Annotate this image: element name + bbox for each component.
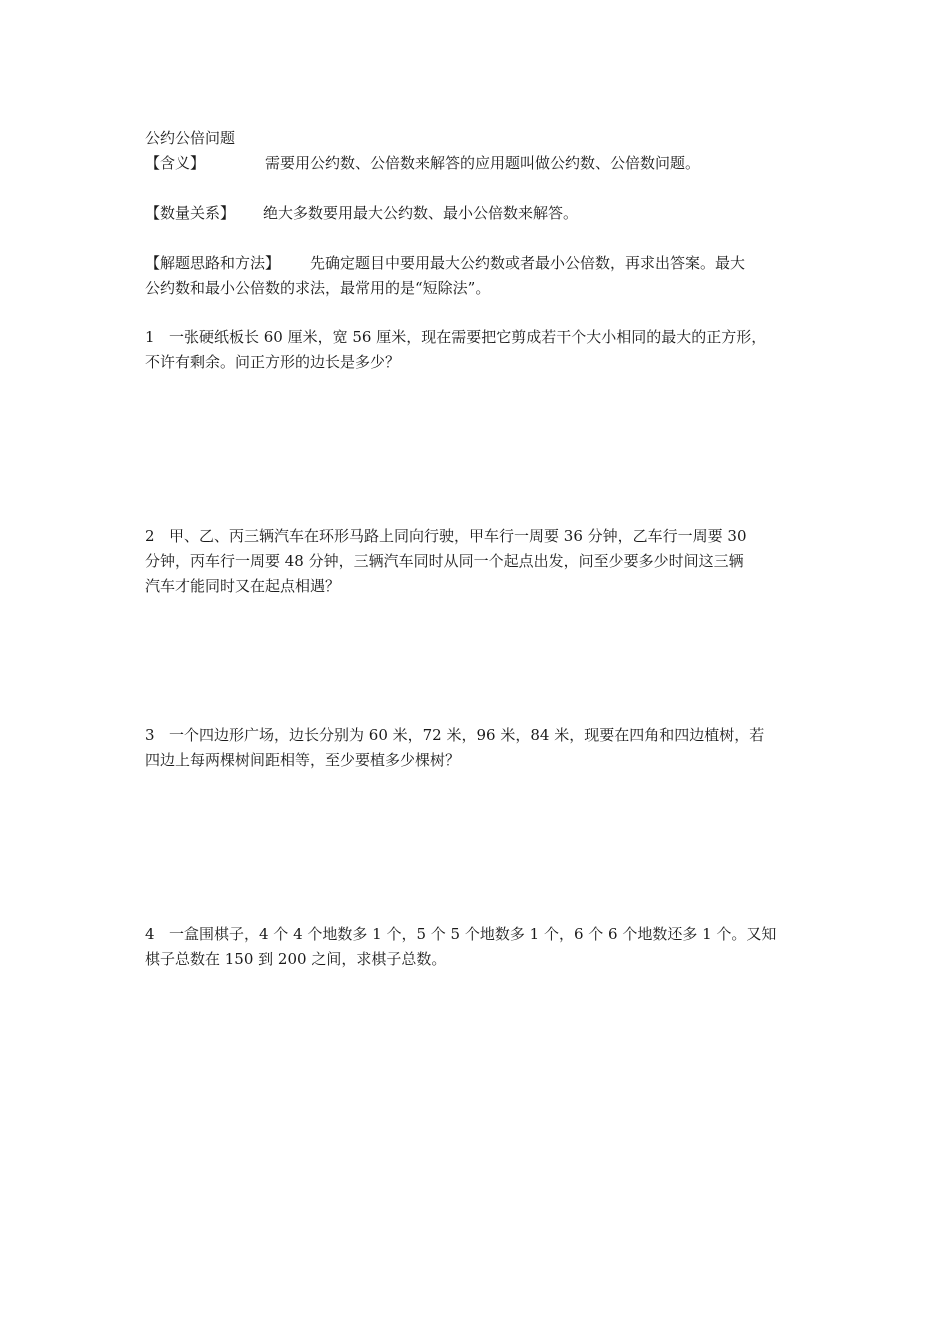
document-title: 公约公倍问题 — [145, 129, 236, 147]
method-text-line1: 先确定题目中要用最大公约数或者最小公倍数，再求出答案。最大 — [310, 254, 746, 272]
problem-text-line: 四边上每两棵树间距相等，至少要植多少棵树？ — [145, 751, 461, 769]
problem-number: 3 — [145, 726, 155, 744]
relation-text: 绝大多数要用最大公约数、最小公倍数来解答。 — [263, 204, 579, 222]
problem-number: 1 — [145, 328, 155, 346]
method-label: 【解题思路和方法】 — [145, 254, 281, 272]
problem-4 — [145, 924, 776, 944]
problem-text-line: 甲、乙、丙三辆汽车在环形马路上同向行驶，甲车行一周要 36 分钟，乙车行一周要 30 — [169, 527, 747, 545]
problem-text-line: 一张硬纸板长 60 厘米，宽 56 厘米，现在需要把它剪成若干个大小相同的最大的正方形， — [169, 328, 767, 346]
method-section — [145, 253, 745, 273]
problem-text-line: 一盒围棋子，4 个 4 个地数多 1 个，5 个 5 个地数多 1 个，6 个 6 个地数还多 1 个。又知 — [169, 925, 777, 943]
problem-text-line: 一个四边形广场，边长分别为 60 米，72 米，96 米，84 米，现要在四角和四边植树，若 — [169, 726, 765, 744]
problem-text-line: 分钟，丙车行一周要 48 分钟，三辆汽车同时从同一个起点出发，问至少要多少时间这三辆 — [145, 552, 744, 570]
problem-2 — [145, 526, 746, 546]
method-text-line2: 公约数和最小公倍数的求法，最常用的是“短除法”。 — [145, 279, 491, 297]
relation-label: 【数量关系】 — [145, 204, 236, 222]
problem-text-line: 汽车才能同时又在起点相遇？ — [145, 577, 341, 595]
problem-text-line: 不许有剩余。问正方形的边长是多少？ — [145, 353, 401, 371]
meaning-text: 需要用公约数、公倍数来解答的应用题叫做公约数、公倍数问题。 — [265, 154, 701, 172]
meaning-label: 【含义】 — [145, 154, 206, 172]
problem-text-line: 棋子总数在 150 到 200 之间，求棋子总数。 — [145, 950, 447, 968]
relation-section — [145, 203, 578, 223]
problem-1 — [145, 327, 766, 347]
problem-3 — [145, 725, 764, 745]
problem-number: 4 — [145, 925, 155, 943]
meaning-section — [145, 153, 700, 173]
problem-number: 2 — [145, 527, 155, 545]
